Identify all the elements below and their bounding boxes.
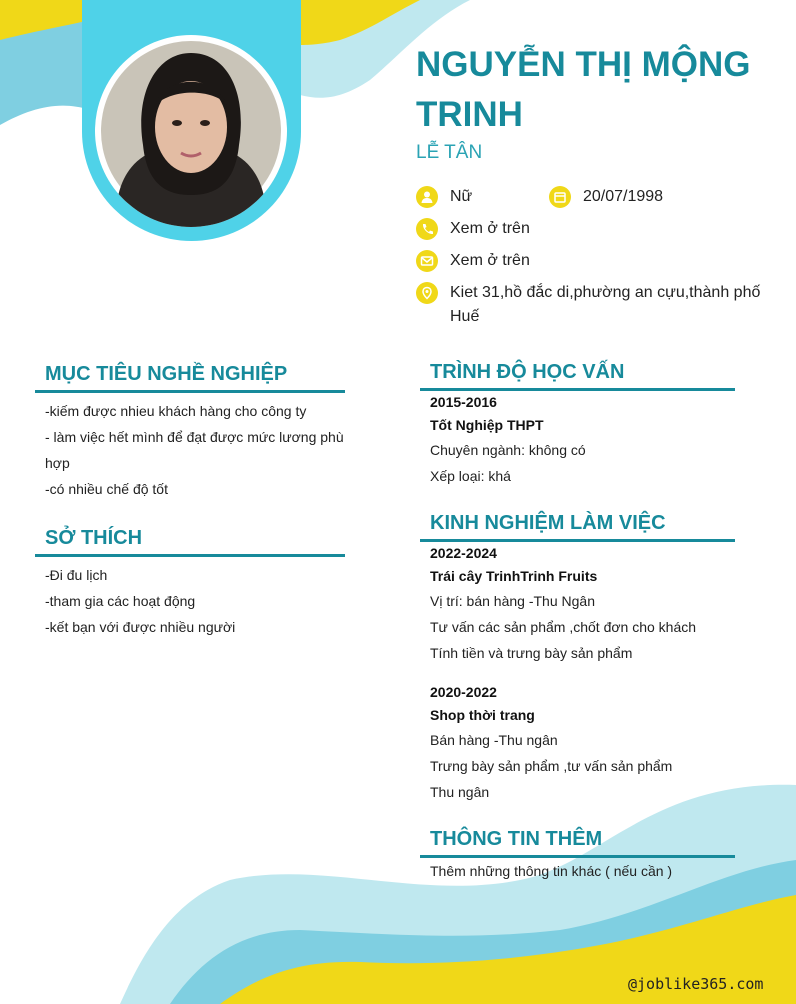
experience-line: Trưng bày sản phẩm ,tư vấn sản phẩm [430,758,673,774]
phone-value: Xem ở trên [450,220,530,237]
address-row [416,281,766,329]
gender-value: Nữ [450,188,473,205]
email-value: Xem ở trên [450,252,530,269]
experience-line: Thu ngân [430,784,490,800]
career-goal-line: hợp [45,455,70,471]
career-goal-line: - làm việc hết mình để đạt được mức lương phù [45,429,344,445]
birthday-row [549,185,663,209]
education-line: Chuyên ngành: không có [430,442,586,458]
gender-row [416,185,472,209]
address-value: Kiet 31,hồ đắc di,phường an cựu,thành phố Huế [450,284,761,325]
watermark: @joblike365.com [628,975,764,993]
envelope-icon [416,250,438,272]
education-line: Xếp loại: khá [430,468,511,484]
experience-line: Tư vấn các sản phẩm ,chốt đơn cho khách [430,619,697,635]
hobby-line: -Đi đu lịch [45,567,108,583]
location-pin-icon [416,282,438,304]
experience-company: Trái cây TrinhTrinh Fruits [430,568,598,584]
birthday-value: 20/07/1998 [583,188,664,205]
profile-photo [95,35,287,227]
experience-company: Shop thời trang [430,707,535,723]
experience-period: 2020-2022 [430,684,497,700]
career-goal-title: MỤC TIÊU NGHỀ NGHIỆP [35,363,345,393]
candidate-name: NGUYỄN THỊ MỘNG TRINH [416,45,751,134]
career-goal-line: -có nhiều chế độ tốt [45,481,168,497]
experience-line: Tính tiền và trưng bày sản phẩm [430,645,633,661]
hobbies-title: SỞ THÍCH [35,527,345,557]
phone-row [416,217,530,241]
experience-line: Bán hàng -Thu ngân [430,732,558,748]
education-name: Tốt Nghiệp THPT [430,417,544,433]
experience-line: Vị trí: bán hàng -Thu Ngân [430,593,595,609]
job-title: LỄ TÂN [416,142,483,163]
experience-title: KINH NGHIỆM LÀM VIỆC [420,512,735,542]
career-goal-line: -kiếm được nhieu khách hàng cho công ty [45,403,307,419]
hobby-line: -kết bạn với được nhiều người [45,619,236,635]
education-title: TRÌNH ĐỘ HỌC VẤN [420,361,735,391]
person-icon [416,186,438,208]
extra-info-line: Thêm những thông tin khác ( nếu cần ) [430,863,673,879]
calendar-icon [549,186,571,208]
phone-icon [416,218,438,240]
email-row [416,249,530,273]
education-period: 2015-2016 [430,394,497,410]
hobby-line: -tham gia các hoạt động [45,593,196,609]
experience-period: 2022-2024 [430,545,497,561]
extra-info-title: THÔNG TIN THÊM [420,828,735,858]
